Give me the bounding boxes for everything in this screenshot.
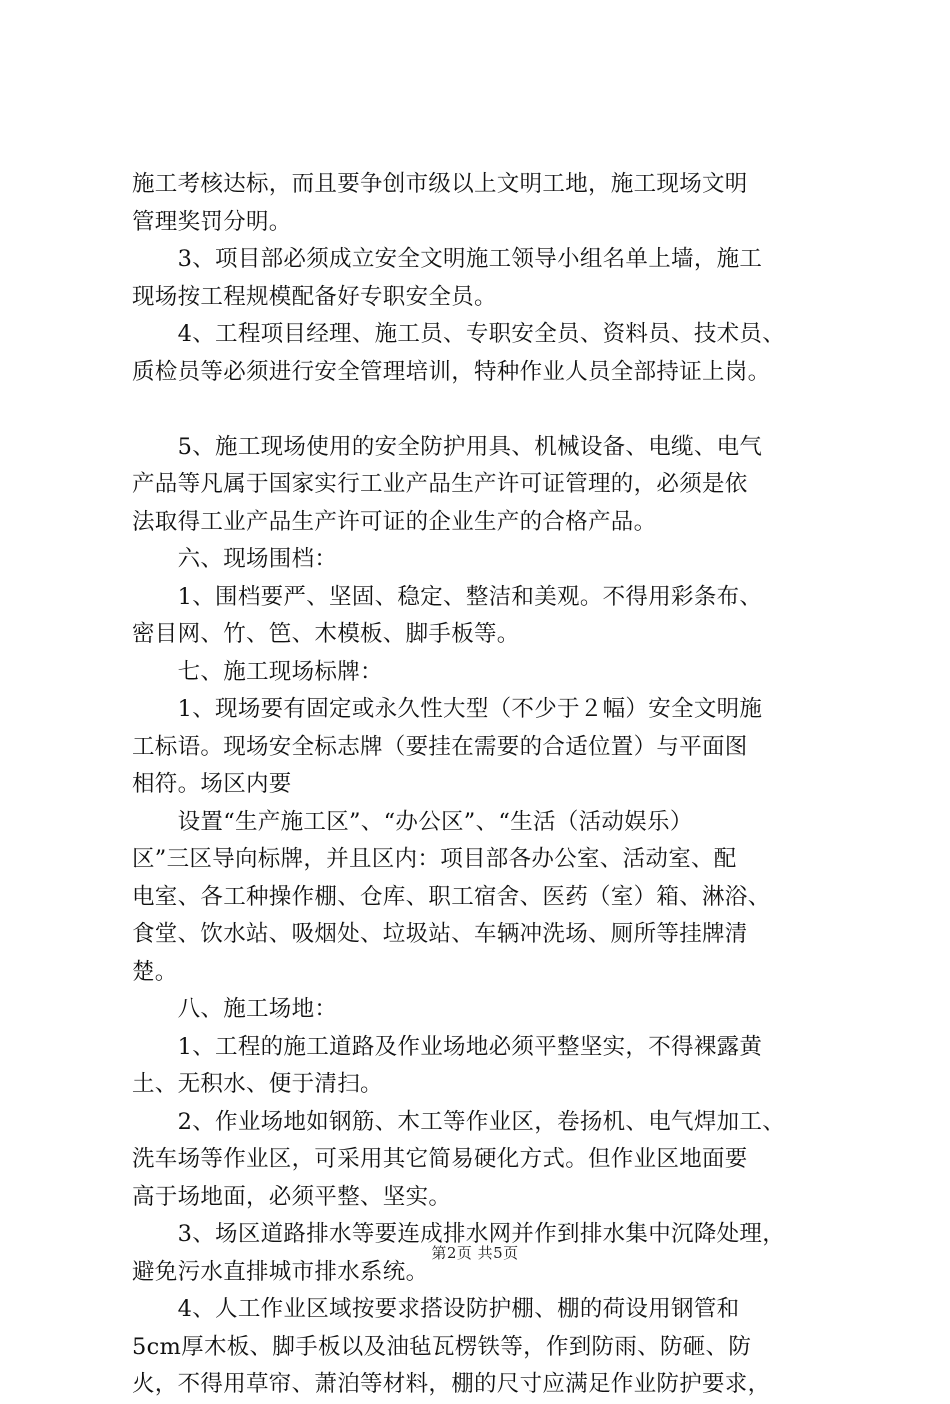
text-line: 管理奖罚分明。 [132, 208, 292, 235]
text-line: 产品等凡属于国家实行工业产品生产许可证管理的，必须是依 [132, 471, 748, 497]
text-line: 高于场地面，必须平整、坚实。 [132, 1183, 452, 1210]
text-line: 楚。 [132, 958, 178, 985]
text-line: 土、无积水、便于清扫。 [132, 1071, 383, 1097]
text-line: 相符。场区内要 [132, 771, 292, 797]
text-line: 4、人工作业区域按要求搭设防护棚、棚的荷设用钢管和 [132, 1296, 740, 1322]
text-line: 电室、各工种操作棚、仓库、职工宿舍、医药（室）箱、淋浴、 [132, 883, 771, 910]
text-line: 质检员等必须进行安全管理培训，特种作业人员全部持证上岗。 [132, 358, 771, 385]
text-line: 避免污水直排城市排水系统。 [132, 1258, 429, 1285]
text-line: 火，不得用草帘、萧泊等材料，棚的尺寸应满足作业防护要求， [132, 1371, 771, 1397]
text-line: 施工考核达标，而且要争创市级以上文明工地，施工现场文明 [132, 171, 748, 197]
text-line: 3、项目部必须成立安全文明施工领导小组名单上墙，施工 [132, 246, 763, 272]
text-line: 5、施工现场使用的安全防护用具、机械设备、电缆、电气 [132, 433, 763, 460]
text-line: 工标语。现场安全标志牌（要挂在需要的合适位置）与平面图 [132, 733, 748, 760]
text-line: 5cm厚木板、脚手板以及油毡瓦楞铁等，作到防雨、防砸、防 [132, 1333, 752, 1360]
text-line: 1、工程的施工道路及作业场地必须平整坚实，不得裸露黄 [132, 1033, 763, 1060]
text-line: 3、场区道路排水等要连成排水网并作到排水集中沉降处理， [132, 1221, 786, 1247]
page-number-footer: 第2页 共5页 [431, 1244, 519, 1262]
text-line: 2、作业场地如钢筋、木工等作业区，卷扬机、电气焊加工、 [132, 1108, 786, 1135]
text-line: 现场按工程规模配备好专职安全员。 [132, 283, 497, 310]
section-heading: 八、施工场地： [132, 996, 338, 1022]
document-body [132, 166, 832, 1404]
text-line: 1、现场要有固定或永久性大型（不少于２幅）安全文明施 [132, 696, 763, 722]
section-heading: 六、现场围档： [132, 546, 338, 572]
text-line: 4、工程项目经理、施工员、专职安全员、资料员、技术员、 [132, 321, 786, 347]
text-line: 1、围档要严、坚固、稳定、整洁和美观。不得用彩条布、 [132, 583, 763, 610]
text-line: 洗车场等作业区，可采用其它简易硬化方式。但作业区地面要 [132, 1146, 748, 1172]
text-line: 密目网、竹、笆、木模板、脚手板等。 [132, 621, 520, 647]
text-line: 食堂、饮水站、吸烟处、垃圾站、车辆冲洗场、厕所等挂牌清 [132, 921, 748, 947]
section-heading: 七、施工现场标牌： [132, 658, 383, 685]
blank-line [132, 391, 832, 429]
text-line: 法取得工业产品生产许可证的企业生产的合格产品。 [132, 508, 657, 535]
text-line: 区”三区导向标牌，并且区内：项目部各办公室、活动室、配 [132, 846, 737, 872]
text-line: 设置“生产施工区”、“办公区”、“生活（活动娱乐） [132, 808, 693, 835]
